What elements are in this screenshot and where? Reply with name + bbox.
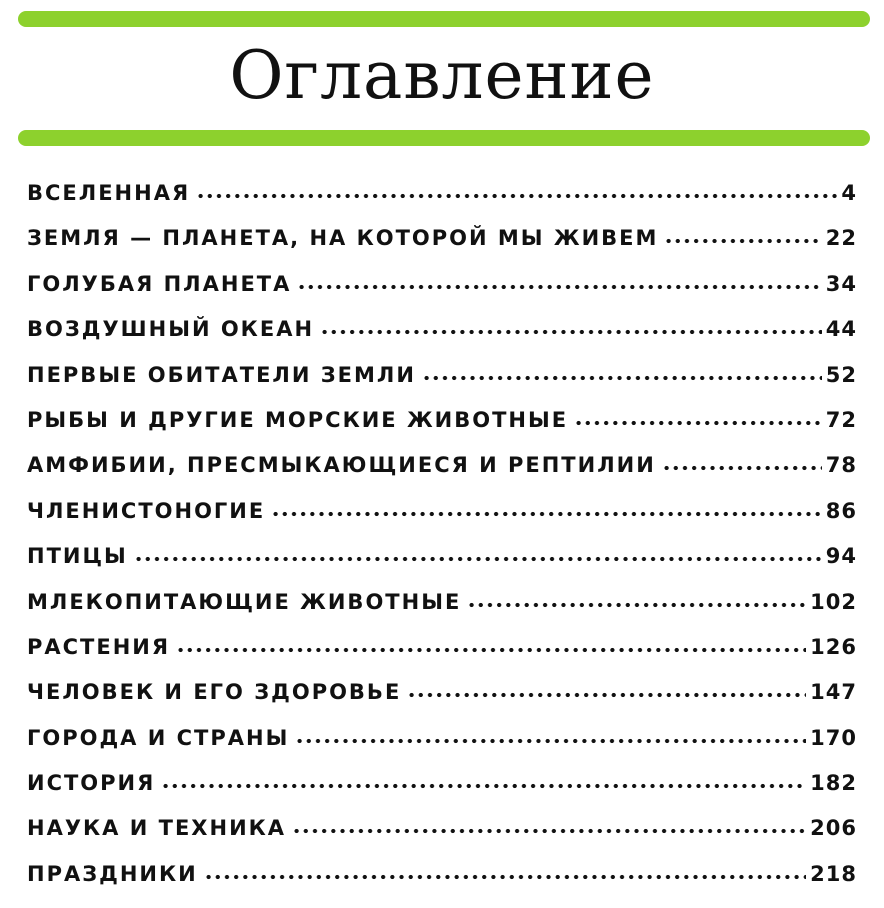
toc-entry-page: 126 bbox=[810, 634, 857, 659]
toc-entry[interactable] bbox=[27, 363, 857, 408]
bottom-accent-bar bbox=[18, 130, 870, 146]
toc-entry[interactable] bbox=[27, 272, 857, 317]
dot-leader bbox=[574, 420, 822, 426]
toc-entry[interactable] bbox=[27, 408, 857, 453]
dot-leader bbox=[467, 602, 806, 608]
toc-entry-title: АМФИБИИ, ПРЕСМЫКАЮЩИЕСЯ И РЕПТИЛИИ bbox=[27, 453, 656, 478]
dot-leader bbox=[295, 738, 806, 744]
page-title: Оглавление bbox=[229, 37, 655, 114]
toc-entry[interactable] bbox=[27, 181, 857, 226]
toc-entry-page: 182 bbox=[810, 771, 857, 796]
toc-entry-title: ЗЕМЛЯ — ПЛАНЕТА, НА КОТОРОЙ МЫ ЖИВЕМ bbox=[27, 226, 659, 251]
toc-entry-page: 170 bbox=[810, 725, 857, 750]
toc-entry-title: ИСТОРИЯ bbox=[27, 771, 156, 796]
toc-entry-title: МЛЕКОПИТАЮЩИЕ ЖИВОТНЫЕ bbox=[27, 589, 462, 614]
toc-entry-title: ПРАЗДНИКИ bbox=[27, 861, 198, 886]
dot-leader bbox=[664, 238, 821, 244]
toc-entry[interactable] bbox=[27, 499, 857, 544]
toc-entry-title: ЧЛЕНИСТОНОГИЕ bbox=[27, 498, 266, 523]
toc-entry-title: РЫБЫ И ДРУГИЕ МОРСКИЕ ЖИВОТНЫЕ bbox=[27, 407, 569, 432]
top-accent-bar bbox=[18, 11, 870, 27]
toc-entry[interactable] bbox=[27, 226, 857, 271]
toc-entry-title: ВСЕЛЕННАЯ bbox=[27, 181, 191, 205]
dot-leader bbox=[196, 193, 837, 199]
toc-entry[interactable] bbox=[27, 590, 857, 635]
toc-entry-page: 34 bbox=[825, 271, 857, 296]
toc-entry-page: 44 bbox=[825, 317, 857, 342]
toc-entry-page: 22 bbox=[825, 226, 857, 251]
toc-entry-page: 4 bbox=[841, 181, 857, 205]
toc-entry[interactable] bbox=[27, 544, 857, 589]
toc-entry-page: 206 bbox=[810, 816, 857, 841]
dot-leader bbox=[204, 874, 806, 880]
toc-entry-title: НАУКА И ТЕХНИКА bbox=[27, 816, 287, 841]
toc-entry-page: 86 bbox=[825, 498, 857, 523]
toc-entry-page: 102 bbox=[810, 589, 857, 614]
dot-leader bbox=[320, 329, 822, 335]
toc-entry[interactable] bbox=[27, 862, 857, 907]
table-of-contents bbox=[27, 181, 857, 907]
toc-entry-title: ЧЕЛОВЕК И ЕГО ЗДОРОВЬЕ bbox=[27, 680, 402, 705]
toc-entry[interactable] bbox=[27, 635, 857, 680]
toc-entry[interactable] bbox=[27, 771, 857, 816]
dot-leader bbox=[161, 783, 806, 789]
toc-entry-page: 72 bbox=[825, 407, 857, 432]
dot-leader bbox=[422, 375, 822, 381]
toc-entry-page: 218 bbox=[810, 861, 857, 886]
dot-leader bbox=[134, 556, 822, 562]
toc-entry-page: 78 bbox=[825, 453, 857, 478]
toc-entry-page: 52 bbox=[825, 362, 857, 387]
toc-entry[interactable] bbox=[27, 680, 857, 725]
toc-entry-title: ПЕРВЫЕ ОБИТАТЕЛИ ЗЕМЛИ bbox=[27, 362, 416, 387]
toc-entry-page: 94 bbox=[825, 544, 857, 569]
toc-entry[interactable] bbox=[27, 726, 857, 771]
dot-leader bbox=[176, 647, 806, 653]
toc-entry-title: ПТИЦЫ bbox=[27, 544, 128, 569]
toc-entry-title: РАСТЕНИЯ bbox=[27, 634, 171, 659]
toc-entry-title: ГОЛУБАЯ ПЛАНЕТА bbox=[27, 271, 292, 296]
toc-entry[interactable] bbox=[27, 317, 857, 362]
toc-entry[interactable] bbox=[27, 453, 857, 498]
dot-leader bbox=[292, 828, 806, 834]
toc-entry-page: 147 bbox=[810, 680, 857, 705]
dot-leader bbox=[662, 465, 822, 471]
dot-leader bbox=[297, 284, 821, 290]
toc-entry[interactable] bbox=[27, 816, 857, 861]
dot-leader bbox=[271, 511, 822, 517]
dot-leader bbox=[407, 692, 806, 698]
toc-entry-title: ВОЗДУШНЫЙ ОКЕАН bbox=[27, 317, 315, 342]
toc-entry-title: ГОРОДА И СТРАНЫ bbox=[27, 725, 290, 750]
